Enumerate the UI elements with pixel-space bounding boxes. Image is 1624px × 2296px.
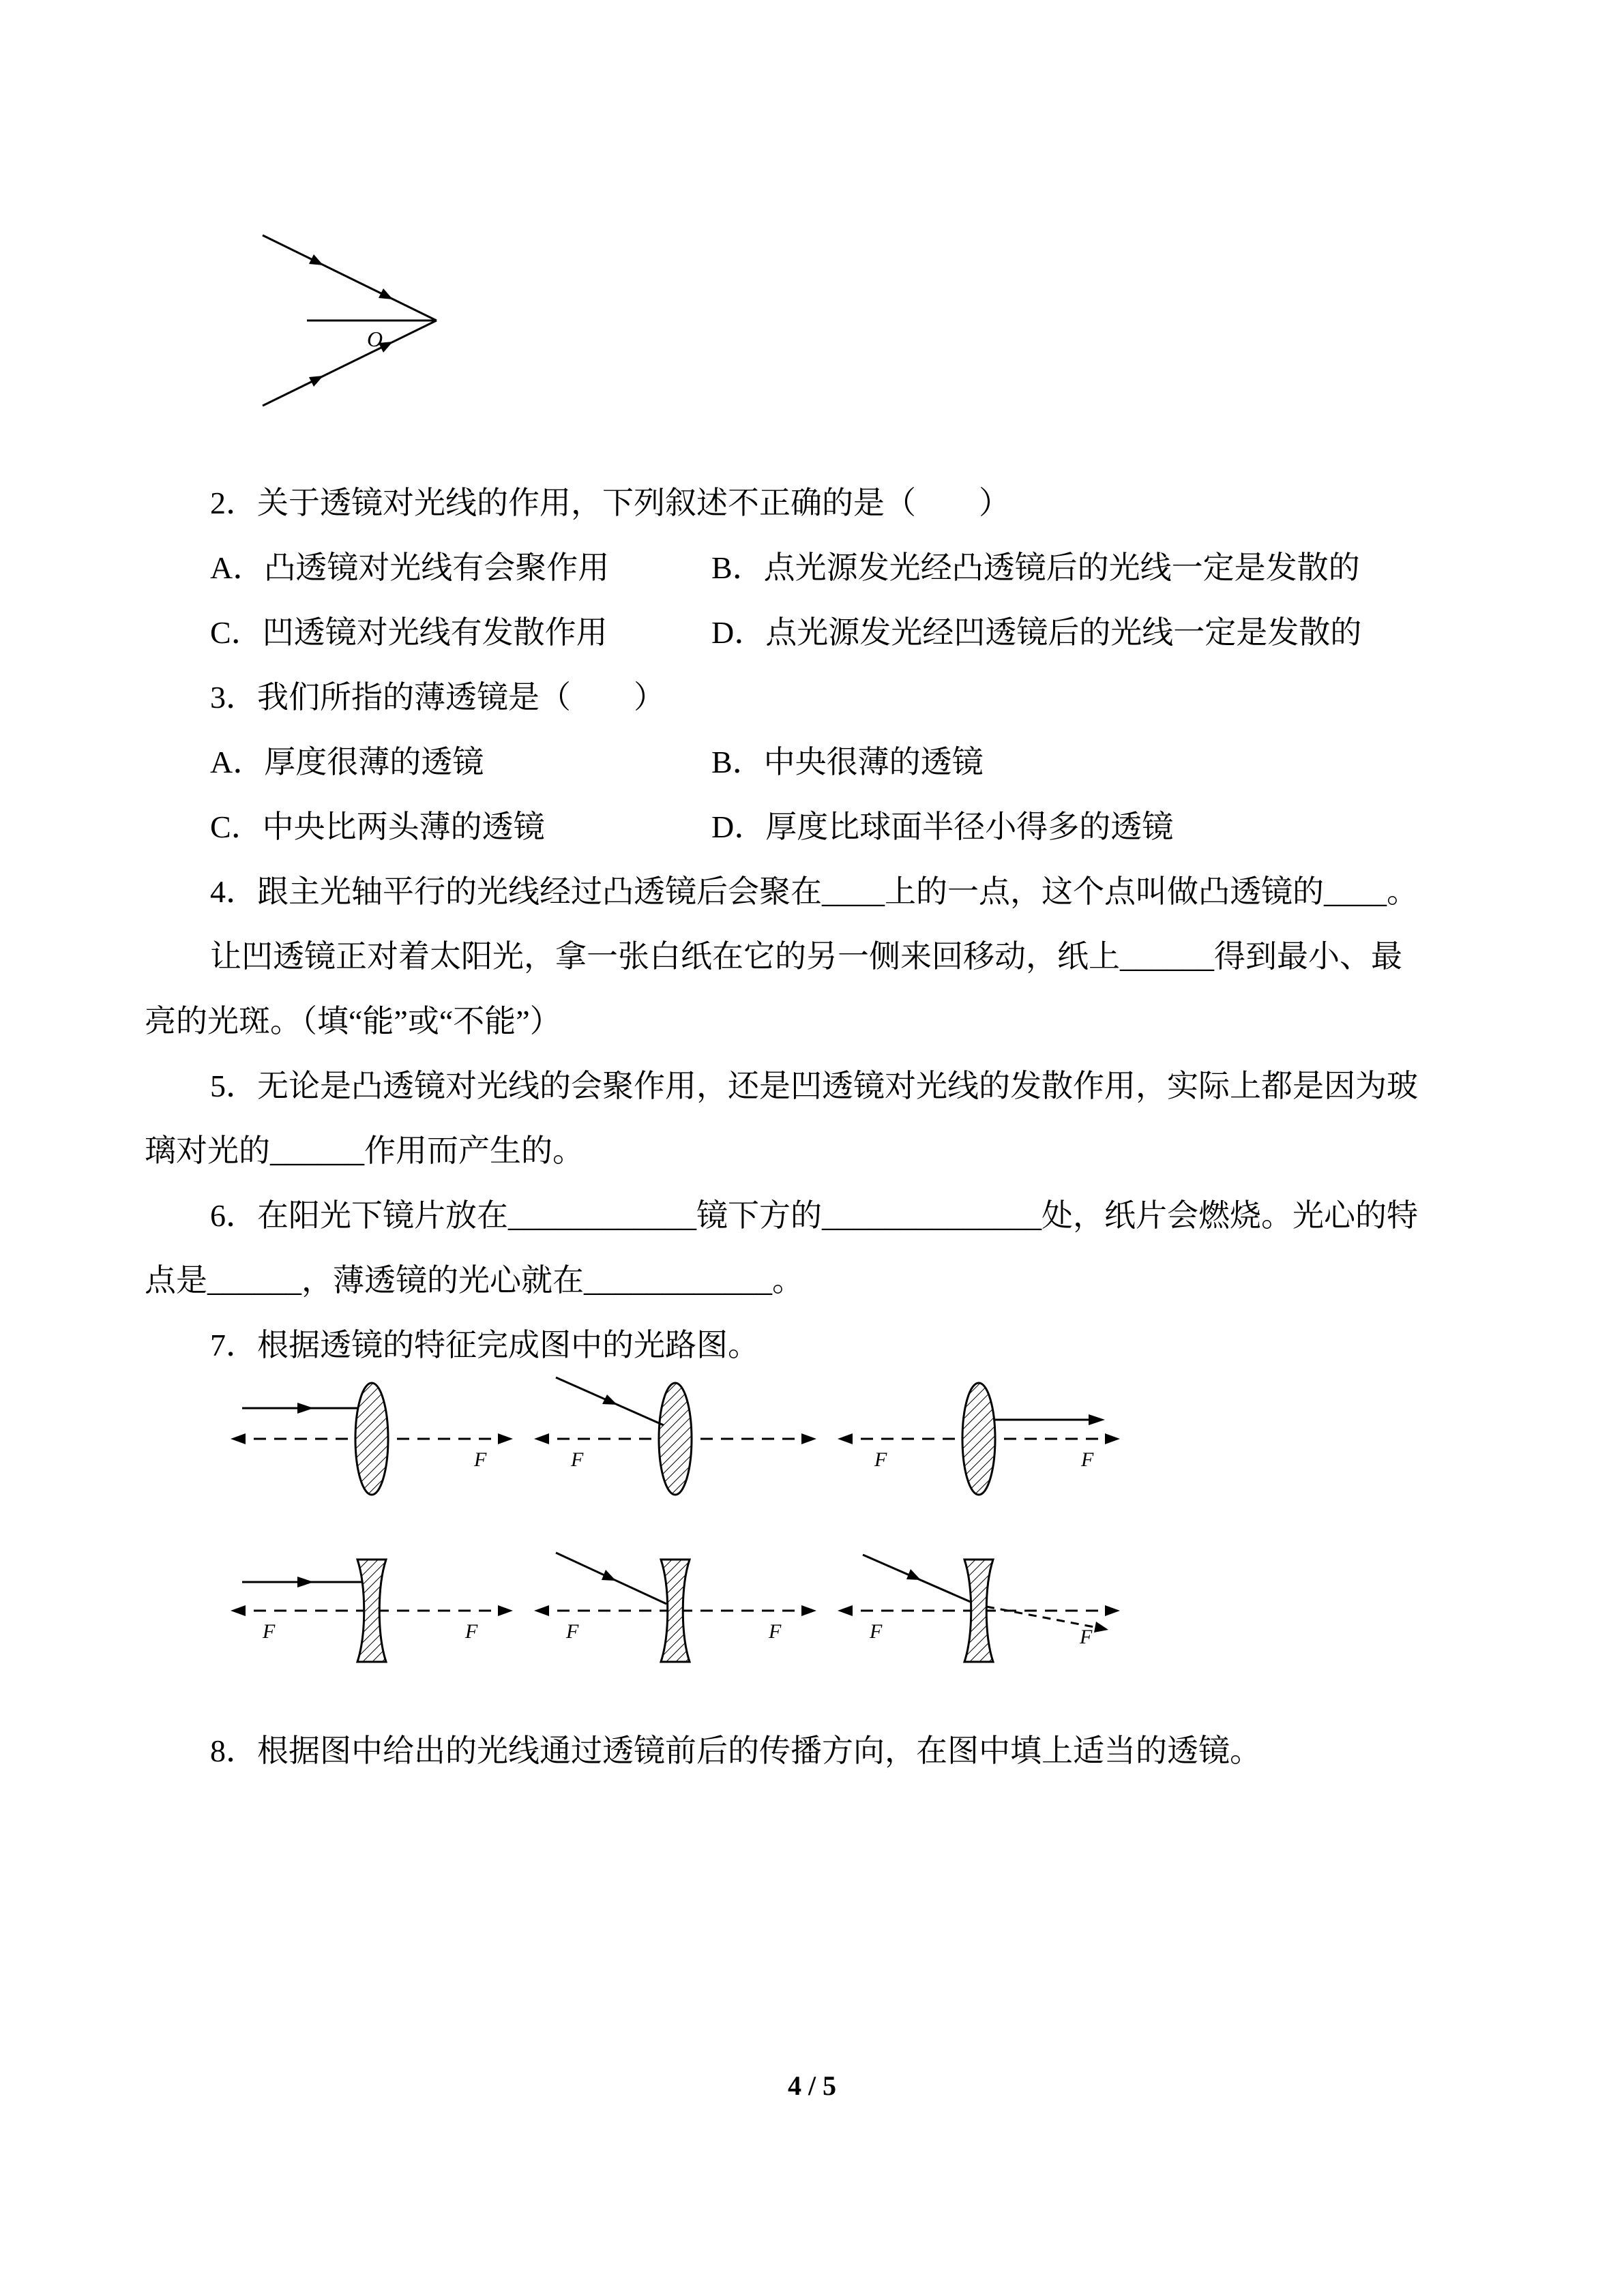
q7-stem: 7．根据透镜的特征完成图中的光路图。 — [210, 1328, 759, 1362]
refracted-ray-arrow-icon — [1094, 1622, 1108, 1632]
q8-stem: 8．根据图中给出的光线通过透镜前后的传播方向，在图中填上适当的透镜。 — [210, 1733, 1261, 1768]
q6-line1: 6．在阳光下镜片放在____________镜下方的______________处，纸片会燃烧。光心的特 — [210, 1198, 1418, 1233]
axis-arrow-right-icon — [498, 1605, 513, 1616]
ray-arrow-icon — [297, 1577, 314, 1587]
q5-line1: 5．无论是凸透镜对光线的会聚作用，还是凹透镜对光线的发散作用，实际上都是因为玻 — [210, 1069, 1418, 1103]
focal-point-left-label: F — [263, 1620, 276, 1643]
convex-lens-shape — [355, 1383, 388, 1495]
focal-point-right-label: F — [465, 1620, 478, 1643]
q2-option-b: B．点光源发光经凸透镜后的光线一定是发散的 — [711, 550, 1360, 585]
upper-ray-arrow-2-icon — [379, 288, 393, 299]
upper-ray-arrow-1-icon — [309, 254, 323, 265]
focal-point-right-label: F — [769, 1620, 782, 1643]
q3-options-cd — [145, 794, 1509, 859]
focal-point-label: F — [474, 1448, 487, 1471]
q2-option-d: D．点光源发光经凹透镜后的光线一定是发散的 — [711, 615, 1362, 650]
q3-option-b: B．中央很薄的透镜 — [711, 745, 984, 779]
q4-line2: 让凹透镜正对着太阳光，拿一张白纸在它的另一侧来回移动，纸上______得到最小、最 — [210, 939, 1402, 974]
axis-arrow-right-icon — [498, 1433, 513, 1444]
ray-arrow-icon — [1089, 1414, 1105, 1425]
q4-line3: 亮的光斑。（填“能”或“不能”） — [145, 1004, 561, 1039]
q3-option-d: D．厚度比球面半径小得多的透镜 — [711, 809, 1174, 844]
convex-lens-shape — [659, 1383, 692, 1495]
q2-stem: 2．关于透镜对光线的作用，下列叙述不正确的是（ ） — [210, 486, 1010, 520]
focal-point-left-label: F — [870, 1620, 883, 1643]
page-number: 4 / 5 — [787, 2070, 837, 2101]
ray-arrow-icon — [297, 1403, 314, 1414]
convex-lens-diagram-2 — [529, 1357, 822, 1521]
converging-rays-figure — [246, 225, 450, 416]
axis-arrow-left-icon — [231, 1605, 246, 1616]
optical-center-label: O — [367, 327, 383, 351]
ray-arrow-icon — [906, 1569, 921, 1580]
axis-arrow-left-icon — [534, 1433, 549, 1444]
q2-option-a: A．凸透镜对光线有会聚作用 — [210, 550, 610, 585]
q3-stem: 3．我们所指的薄透镜是（ ） — [210, 680, 665, 715]
ray-arrow-icon — [602, 1395, 617, 1405]
axis-arrow-left-icon — [838, 1433, 853, 1444]
upper-ray — [263, 235, 437, 320]
convex-lens-shape — [962, 1383, 995, 1495]
lower-ray — [263, 320, 437, 406]
ray-arrow-icon — [602, 1570, 616, 1581]
concave-lens-diagram-2 — [529, 1529, 822, 1693]
focal-point-label: F — [571, 1448, 584, 1471]
q7-figures — [225, 1357, 1136, 1693]
focal-point-right-label: F — [1080, 1626, 1093, 1648]
q6-line2: 点是______，薄透镜的光心就在____________。 — [145, 1263, 803, 1298]
q3-options-ab — [145, 730, 1509, 794]
q3-option-c: C．中央比两头薄的透镜 — [210, 809, 545, 844]
concave-lens-diagram-3 — [832, 1529, 1125, 1693]
axis-arrow-right-icon — [801, 1605, 816, 1616]
q2-options-cd — [145, 600, 1509, 665]
q8-block — [145, 1718, 1509, 1783]
q2-options-ab — [145, 535, 1509, 600]
focal-point-right-label: F — [1081, 1448, 1094, 1471]
q2-option-c: C．凹透镜对光线有发散作用 — [210, 615, 608, 650]
axis-arrow-right-icon — [801, 1433, 816, 1444]
convex-lens-diagram-1 — [225, 1357, 518, 1521]
question-text-block — [145, 471, 1509, 1377]
focal-point-left-label: F — [874, 1448, 887, 1471]
q5-line2: 璃对光的______作用而产生的。 — [145, 1133, 584, 1168]
axis-arrow-left-icon — [534, 1605, 549, 1616]
convex-lens-diagram-3 — [832, 1357, 1125, 1521]
axis-arrow-left-icon — [231, 1433, 246, 1444]
axis-arrow-right-icon — [1105, 1433, 1120, 1444]
q3-option-a: A．厚度很薄的透镜 — [210, 745, 484, 779]
axis-arrow-right-icon — [1105, 1605, 1120, 1616]
focal-point-left-label: F — [566, 1620, 579, 1643]
concave-lens-diagram-1 — [225, 1529, 518, 1693]
q4-line1: 4．跟主光轴平行的光线经过凸透镜后会聚在____上的一点，这个点叫做凸透镜的____。 — [210, 874, 1418, 909]
lower-ray-arrow-1-icon — [309, 376, 323, 387]
axis-arrow-left-icon — [838, 1605, 853, 1616]
